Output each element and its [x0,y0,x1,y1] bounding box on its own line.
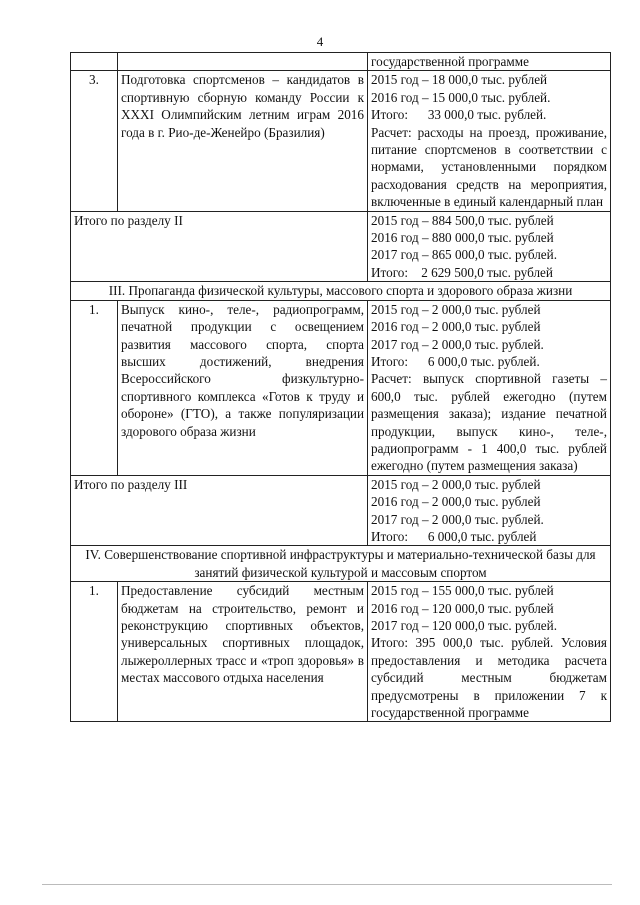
funding-line: 2016 год – 15 000,0 тыс. рублей. [371,89,551,105]
funding-line: 2017 год – 2 000,0 тыс. рублей. [371,511,544,527]
section-total-label: Итого по разделу II [71,211,368,282]
funding-line: 2017 год – 2 000,0 тыс. рублей. [371,336,544,352]
table-row [71,582,611,722]
funding-line: 2015 год – 2 000,0 тыс. рублей [371,301,541,317]
table-row [71,546,611,582]
table-row [71,53,611,71]
funding-cell [368,211,611,282]
funding-line: 2017 год – 865 000,0 тыс. рублей. [371,247,557,263]
calculation-text: Итого: 395 000,0 тыс. рублей. Условия предоставления и методика расчета субсидий местным бюджетам предусмотрены в приложении 7 к государственной программе [371,635,607,721]
funding-line: 2015 год – 155 000,0 тыс. рублей [371,583,554,599]
funding-line: 2015 год – 2 000,0 тыс. рублей [371,476,541,492]
continuation-text: государственной программе [368,53,611,71]
funding-total: Итого: 6 000,0 тыс. рублей [371,528,537,544]
funding-line: 2016 год – 880 000,0 тыс. рублей [371,230,554,246]
funding-line: 2015 год – 18 000,0 тыс. рублей [371,72,548,88]
funding-line: 2016 год – 2 000,0 тыс. рублей [371,494,541,510]
funding-line: 2017 год – 120 000,0 тыс. рублей. [371,618,557,633]
funding-line: 2015 год – 884 500,0 тыс. рублей [371,212,554,228]
section-heading: III. Пропаганда физической культуры, массового спорта и здорового образа жизни [71,282,611,300]
row-number: 1. [71,300,118,475]
table-row [71,475,611,546]
calculation-text: Расчет: выпуск спортивной газеты – 600,0 тыс. рублей ежегодно (путем размещения заказа); издание печатной продукции, выпуск кино-, теле-, радиопрограмм - 1 400,0 тыс. рублей ежегодно (путем размещения заказа) [371,371,607,474]
table-row [71,282,611,300]
measure-name: Предоставление субсидий местным бюджетам на строительство, ремонт и реконструкцию спортивных объектов, универсальных спортивных площадок, лыжероллерных трасс и «троп здоровья» в местах массового отдыха населения [118,582,368,722]
measure-name: Подготовка спортсменов – кандидатов в спортивную сборную команду России к XXXI Олимпийским летним играм 2016 года в г. Рио-де-Женейро (Бразилия) [118,71,368,211]
funding-line: 2016 год – 2 000,0 тыс. рублей [371,319,541,335]
section-heading: IV. Совершенствование спортивной инфраструктуры и материально-технической базы для занятий физической культурой и массовым спортом [71,546,611,582]
funding-line: 2016 год – 120 000,0 тыс. рублей [371,600,554,616]
funding-cell [368,475,611,546]
program-table [70,52,611,722]
measure-name: Выпуск кино-, теле-, радиопрограмм, печатной продукции с освещением развития массового спорта, спорта высших достижений, внедрения Всероссийского физкультурно-спортивного комплекса «Готов к труду и обороне» (ГТО), а также популяризации здорового образа жизни [118,300,368,475]
page-number: 4 [316,34,324,49]
section-total-label: Итого по разделу III [71,475,368,546]
funding-cell [368,71,611,211]
row-number: 1. [71,582,118,722]
table-row [71,211,611,282]
funding-total: Итого: 6 000,0 тыс. рублей. [371,353,540,369]
table-row [71,71,611,211]
table-row [71,300,611,475]
calculation-text: Расчет: расходы на проезд, проживание, питание спортсменов в соответствии с нормами, установленными порядком расходования средств на мероприятия, включенные в единый календарный план [371,124,607,210]
row-number: 3. [71,71,118,211]
funding-total: Итого: 33 000,0 тыс. рублей. [371,107,547,123]
page-bottom-rule [42,884,612,885]
funding-total: Итого: 2 629 500,0 тыс. рублей [371,264,553,280]
funding-cell [368,300,611,475]
funding-cell [368,582,611,722]
